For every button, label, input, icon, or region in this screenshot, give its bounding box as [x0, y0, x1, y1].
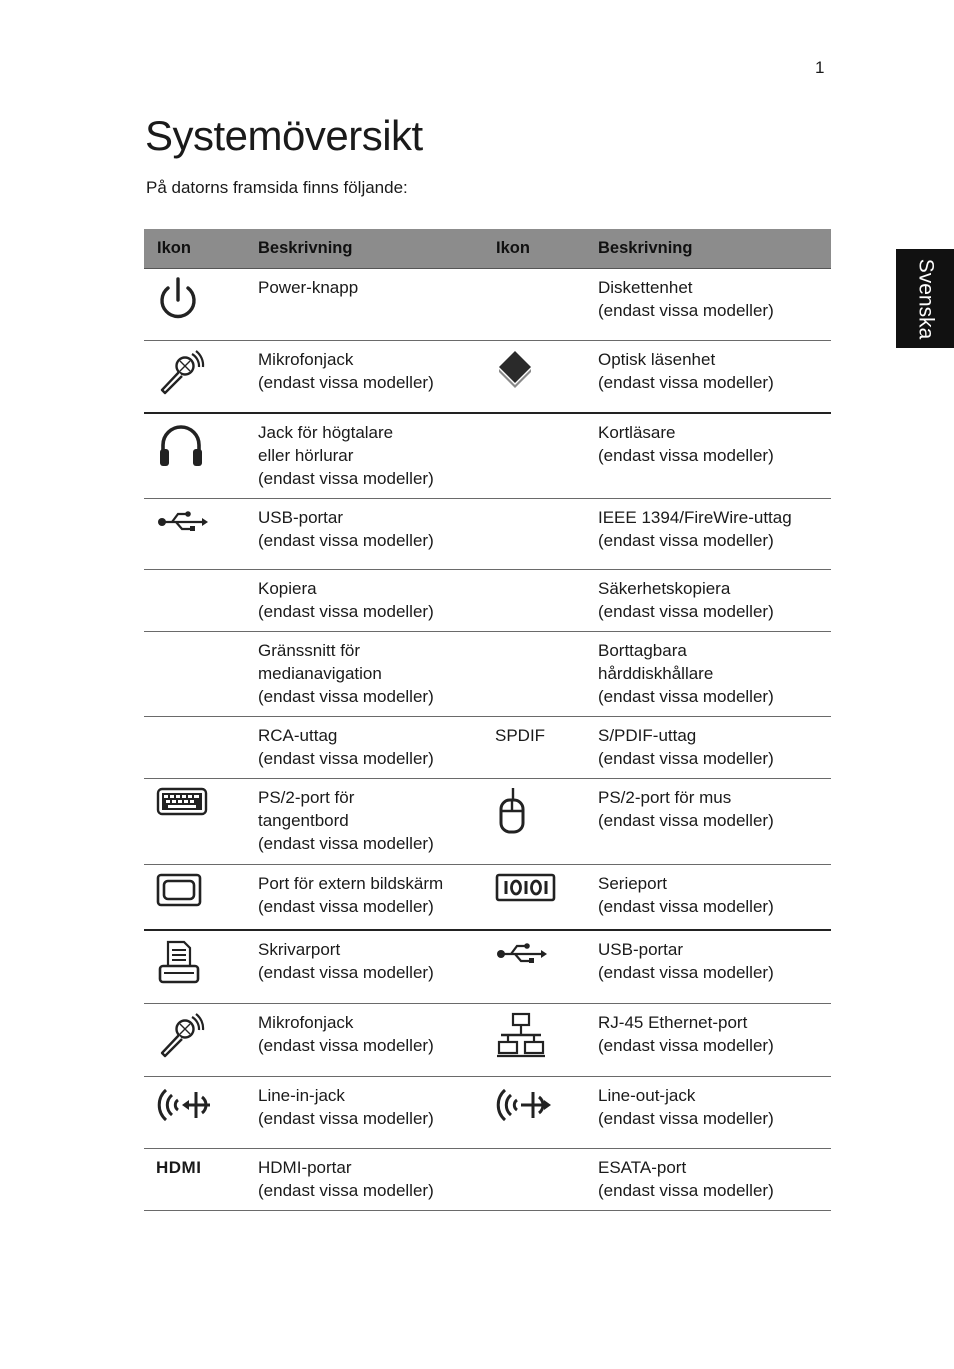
- description-cell: [245, 717, 483, 779]
- description-line: IEEE 1394/FireWire-uttag: [598, 508, 792, 527]
- description-line: Borttagbara: [598, 641, 687, 660]
- icon-cell: [483, 632, 585, 717]
- table-row: [144, 1004, 831, 1077]
- description-line: medianavigation: [258, 664, 382, 683]
- page-number: 1: [815, 58, 825, 77]
- description-line: Port för extern bildskärm: [258, 874, 444, 893]
- description-line: (endast vissa modeller): [258, 962, 434, 982]
- description-cell: [585, 499, 831, 570]
- ethernet-icon: [495, 1011, 585, 1059]
- description-line: S/PDIF-uttag: [598, 726, 697, 745]
- description-cell: [245, 1077, 483, 1149]
- table-row: [144, 499, 831, 570]
- icon-cell: [144, 570, 245, 632]
- description-cell: [245, 341, 483, 413]
- icon-cell: [144, 269, 245, 341]
- description-line: (endast vissa modeller): [598, 1109, 774, 1128]
- icon-cell: [144, 499, 245, 570]
- headphones-icon: [156, 421, 245, 471]
- description-cell: [245, 632, 483, 717]
- header-ikon-1: Ikon: [144, 229, 245, 269]
- description-line: (endast vissa modeller): [258, 834, 434, 853]
- monitor-icon: [156, 872, 245, 908]
- header-ikon-2: Ikon: [483, 229, 585, 269]
- icon-cell: [144, 865, 245, 930]
- description-line: Power-knapp: [258, 278, 359, 297]
- icon-cell: [483, 269, 585, 341]
- description-line: Säkerhetskopiera: [598, 579, 731, 598]
- description-cell: [585, 779, 831, 865]
- description-line: USB-portar: [598, 939, 684, 959]
- icon-cell: [144, 1149, 245, 1211]
- description-line: Mikrofonjack: [258, 1013, 354, 1032]
- mouse-icon: [495, 786, 585, 838]
- printer-icon: [156, 938, 245, 986]
- spdif-icon: SPDIF: [495, 726, 546, 745]
- description-cell: [585, 1004, 831, 1077]
- line-out-icon: [495, 1084, 585, 1126]
- description-cell: [585, 413, 831, 499]
- description-cell: [585, 1077, 831, 1149]
- description-line: Kopiera: [258, 579, 317, 598]
- icon-cell: [144, 779, 245, 865]
- description-line: (endast vissa modeller): [258, 468, 434, 488]
- description-line: (endast vissa modeller): [258, 687, 434, 706]
- description-line: (endast vissa modeller): [258, 897, 434, 916]
- description-line: RJ-45 Ethernet-port: [598, 1013, 748, 1032]
- serial-port-icon: [495, 872, 585, 904]
- description-line: (endast vissa modeller): [598, 373, 774, 392]
- description-line: PS/2-port för mus: [598, 788, 732, 807]
- description-cell: [585, 865, 831, 930]
- icon-cell: [144, 717, 245, 779]
- table-row: [144, 717, 831, 779]
- table-row: [144, 413, 831, 499]
- description-cell: [245, 930, 483, 1004]
- usb-icon: [156, 506, 245, 536]
- description-line: (endast vissa modeller): [598, 1181, 774, 1200]
- icon-cell: [483, 779, 585, 865]
- table-row: [144, 779, 831, 865]
- description-cell: [245, 570, 483, 632]
- table-row: [144, 269, 831, 341]
- icon-cell: [144, 1004, 245, 1077]
- icon-cell: [483, 930, 585, 1004]
- microphone-icon: [156, 1011, 245, 1059]
- description-cell: [585, 570, 831, 632]
- description-cell: [245, 779, 483, 865]
- icon-cell: [144, 930, 245, 1004]
- table-row: [144, 341, 831, 413]
- description-line: (endast vissa modeller): [258, 1036, 434, 1055]
- optical-drive-icon: [495, 348, 585, 392]
- microphone-icon: [156, 348, 245, 396]
- page-title: Systemöversikt: [145, 112, 423, 159]
- description-line: Line-in-jack: [258, 1086, 345, 1105]
- description-cell: [245, 413, 483, 499]
- icon-cell: [483, 865, 585, 930]
- description-line: Mikrofonjack: [258, 350, 354, 369]
- table-row: [144, 632, 831, 717]
- table-row: [144, 1077, 831, 1149]
- description-line: hårddiskhållare: [598, 664, 714, 683]
- header-beskrivning-2: Beskrivning: [585, 229, 831, 269]
- icon-cell: [483, 570, 585, 632]
- description-line: PS/2-port för: [258, 788, 355, 807]
- keyboard-icon: [156, 786, 245, 818]
- description-line: (endast vissa modeller): [598, 1036, 774, 1055]
- line-in-icon: [156, 1084, 245, 1126]
- description-cell: [585, 717, 831, 779]
- icon-cell: [483, 1077, 585, 1149]
- table-row: [144, 865, 831, 930]
- description-cell: [585, 930, 831, 1004]
- description-cell: [245, 865, 483, 930]
- icon-cell: [483, 717, 585, 779]
- description-line: (endast vissa modeller): [598, 962, 774, 982]
- description-cell: [245, 499, 483, 570]
- description-line: Line-out-jack: [598, 1086, 696, 1105]
- description-line: (endast vissa modeller): [598, 897, 774, 916]
- description-cell: [585, 1149, 831, 1211]
- description-line: (endast vissa modeller): [598, 602, 774, 621]
- description-cell: [585, 269, 831, 341]
- power-icon: [156, 276, 245, 326]
- description-line: eller hörlurar: [258, 445, 354, 465]
- icon-cell: [483, 1149, 585, 1211]
- description-line: Serieport: [598, 874, 667, 893]
- intro-text: På datorns framsida finns följande:: [146, 178, 408, 197]
- icon-cell: [144, 341, 245, 413]
- description-line: (endast vissa modeller): [258, 531, 434, 550]
- description-line: Gränssnitt för: [258, 641, 361, 660]
- description-line: RCA-uttag: [258, 726, 338, 745]
- description-line: (endast vissa modeller): [258, 1181, 434, 1200]
- description-line: Kortläsare: [598, 422, 676, 442]
- description-line: (endast vissa modeller): [598, 301, 774, 320]
- icon-cell: [483, 1004, 585, 1077]
- description-line: Diskettenhet: [598, 278, 693, 297]
- description-line: ESATA-port: [598, 1158, 687, 1177]
- description-line: (endast vissa modeller): [598, 531, 774, 550]
- icon-cell: [144, 1077, 245, 1149]
- description-line: (endast vissa modeller): [258, 373, 434, 392]
- hdmi-icon: HDMI: [156, 1158, 202, 1177]
- description-line: (endast vissa modeller): [258, 602, 434, 621]
- icon-cell: [144, 632, 245, 717]
- table-row: [144, 1149, 831, 1211]
- description-line: USB-portar: [258, 508, 344, 527]
- usb-icon: [495, 938, 585, 968]
- icon-cell: [483, 341, 585, 413]
- description-line: (endast vissa modeller): [598, 687, 774, 706]
- description-cell: [585, 632, 831, 717]
- header-beskrivning-1: Beskrivning: [245, 229, 483, 269]
- icon-cell: [144, 413, 245, 499]
- description-cell: [245, 1004, 483, 1077]
- table-row: [144, 930, 831, 1004]
- description-line: (endast vissa modeller): [598, 811, 774, 830]
- description-cell: [245, 269, 483, 341]
- description-line: HDMI-portar: [258, 1158, 352, 1177]
- description-line: Jack för högtalare: [258, 422, 394, 442]
- description-cell: [585, 341, 831, 413]
- description-cell: [245, 1149, 483, 1211]
- description-line: tangentbord: [258, 811, 349, 830]
- description-line: Optisk läsenhet: [598, 350, 716, 369]
- icon-cell: [483, 413, 585, 499]
- icon-cell: [483, 499, 585, 570]
- language-tab-label: Svenska: [914, 258, 938, 339]
- table-header-row: [144, 229, 831, 269]
- description-line: (endast vissa modeller): [598, 445, 774, 465]
- description-line: (endast vissa modeller): [258, 749, 434, 768]
- language-tab: [896, 249, 954, 348]
- system-overview-table: [144, 229, 831, 1211]
- description-line: Skrivarport: [258, 939, 341, 959]
- description-line: (endast vissa modeller): [598, 749, 774, 768]
- table-row: [144, 570, 831, 632]
- description-line: (endast vissa modeller): [258, 1109, 434, 1128]
